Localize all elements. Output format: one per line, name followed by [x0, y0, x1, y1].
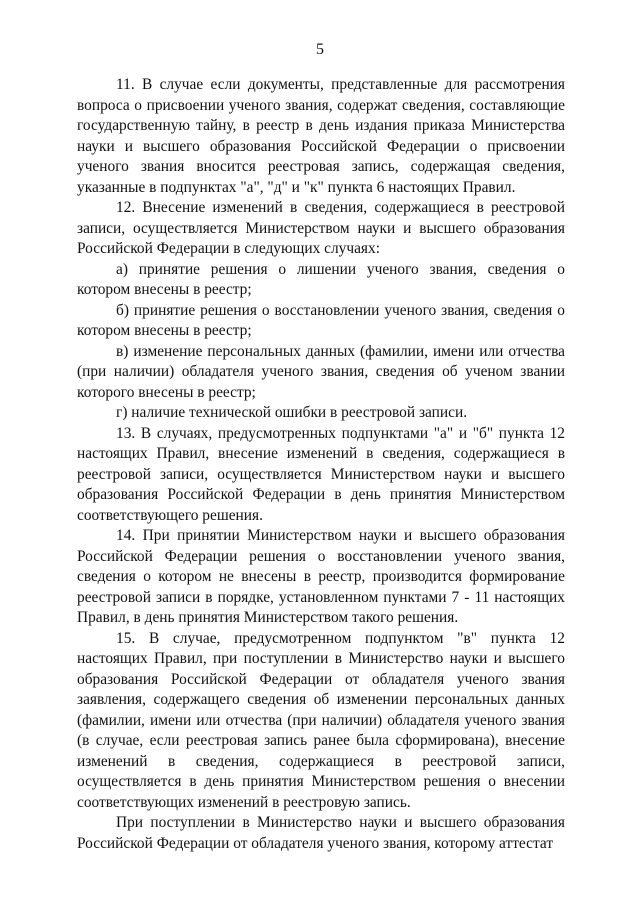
paragraph-11: 11. В случае если документы, представленные для рассмотрения вопроса о присвоении ученого звания, содержат сведения, составляющие государственную тайну, в реестр в день издания приказа Министерства науки и высшего образования Российской Федерации о присвоении ученого звания вносится реестровая запись, содержащая сведения, указанные в подпунктах "а", "д" и "к" пункта 6 настоящих Правил.	[77, 76, 565, 196]
subpoint-v: в) изменение персональных данных (фамилии, имени или отчества (при наличии) обладателя ученого звания, сведения об ученом звании которого внесены в реестр;	[77, 342, 565, 401]
paragraph-13: 13. В случаях, предусмотренных подпунктами "а" и "б" пункта 12 настоящих Правил, внесение изменений в сведения, содержащиеся в реестровой записи, осуществляется Министерством науки и высшего образования Российской Федерации в день принятия Министерством соответствующего решения.	[77, 424, 565, 524]
subpoint-g: г) наличие технической ошибки в реестровой записи.	[116, 404, 468, 421]
page-number: 5	[316, 41, 324, 58]
subpoint-b: б) принятие решения о восстановлении ученого звания, сведения о котором внесены в реестр;	[77, 301, 565, 339]
paragraph-15-continued: При поступлении в Министерство науки и высшего образования Российской Федерации от обладателя ученого звания, которому аттестат	[77, 814, 565, 852]
subpoint-a: а) принятие решения о лишении ученого звания, сведения о котором внесены в реестр;	[77, 260, 565, 298]
paragraph-14: 14. При принятии Министерством науки и высшего образования Российской Федерации решения о восстановлении ученого звания, сведения о котором не внесены в реестр, производится формирование реестровой записи в порядке, установленном пунктами 7 - 11 настоящих Правил, в день принятия Министерством такого решения.	[77, 527, 565, 626]
paragraph-12: 12. Внесение изменений в сведения, содержащиеся в реестровой записи, осуществляется Министерством науки и высшего образования Российской Федерации в следующих случаях:	[77, 199, 565, 257]
paragraph-15: 15. В случае, предусмотренном подпунктом "в" пункта 12 настоящих Правил, при поступлении в Министерство науки и высшего образования Российской Федерации от обладателя ученого звания заявления, содержащего сведения об изменении персональных данных (фамилии, имени или отчества (при наличии) обладателя ученого звания (в случае, если реестровая запись ранее была сформирована), внесение изменений в сведения, содержащиеся в реестровой записи, осуществляется в день принятия Министерством решения о внесении соответствующих изменений в реестровую запись.	[77, 629, 565, 811]
document-body	[77, 75, 565, 854]
